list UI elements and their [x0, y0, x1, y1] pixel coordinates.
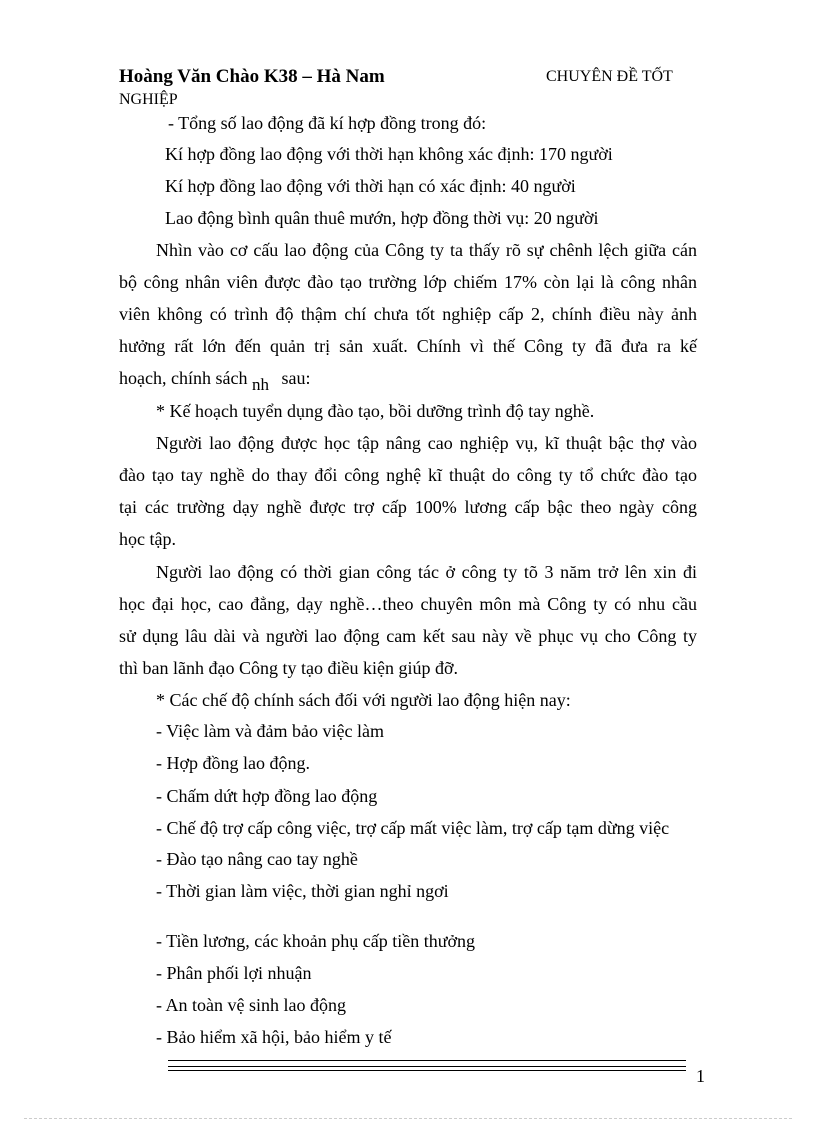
paragraph3-line1: Người lao động có thời gian công tác ở công ty tõ 3 năm trở lên xin đi	[156, 562, 697, 582]
paragraph1-line3: viên không có trình độ thậm chí chưa tốt nghiệp cấp 2, chính điều này ảnh	[119, 304, 697, 324]
paragraph2-line2: đào tạo tay nghề do thay đổi công nghệ kĩ thuật do công ty tổ chức đào tạo	[119, 465, 697, 485]
paragraph1-line4: hưởng rất lớn đến quản trị sản xuất. Chính vì thế Công ty đã đưa ra kế	[119, 336, 697, 356]
policy-item: - An toàn vệ sinh lao động	[156, 995, 346, 1015]
paragraph1-line2: bộ công nhân viên được đào tạo trường lớp chiếm 17% còn lại là công nhân	[119, 272, 697, 292]
policy-item: - Chế độ trợ cấp công việc, trợ cấp mất việc làm, trợ cấp tạm dừng việc	[156, 818, 670, 838]
paragraph3-line2: học đại học, cao đẳng, dạy nghề…theo chuyên môn mà Công ty có nhu cầu	[119, 594, 697, 614]
header-author: Hoàng Văn Chào K38 – Hà Nam	[119, 66, 385, 87]
plan-heading: * Kế hoạch tuyển dụng đào tạo, bồi dưỡng trình độ tay nghề.	[156, 401, 595, 421]
contracts-indefinite: Kí hợp đồng lao động với thời hạn không xác định: 170 người	[165, 144, 613, 164]
page-number: 1	[696, 1066, 705, 1086]
policy-item: - Tiền lương, các khoản phụ cấp tiền thưởng	[156, 931, 475, 951]
paragraph2-line3: tại các trường dạy nghề được trợ cấp 100% lương cấp bậc theo ngày công	[119, 497, 697, 517]
contracts-definite: Kí hợp đồng lao động với thời hạn có xác định: 40 người	[165, 176, 576, 196]
paragraph1-line5-end: sau:	[281, 368, 311, 388]
policy-item: - Bảo hiểm xã hội, bảo hiểm y tế	[156, 1027, 392, 1047]
policy-heading: * Các chế độ chính sách đối với người lao động hiện nay:	[156, 690, 571, 710]
policy-item: - Chấm dứt hợp đồng lao động	[156, 786, 378, 806]
paragraph1-line5	[119, 367, 311, 394]
policy-item: - Đào tạo nâng cao tay nghề	[156, 849, 358, 869]
paragraph3-line4: thì ban lãnh đạo Công ty tạo điều kiện giúp đỡ.	[119, 658, 458, 678]
footer-double-rule	[168, 1060, 686, 1067]
paragraph2-line1: Người lao động được học tập nâng cao nghiệp vụ, kĩ thuật bậc thợ vào	[156, 433, 697, 453]
header-title: CHUYÊN ĐỀ TỐT	[546, 68, 673, 85]
paragraph3-line3: sử dụng lâu dài và người lao động cam kết sau này về phục vụ cho Công ty	[119, 626, 697, 646]
policy-item: - Hợp đồng lao động.	[156, 753, 311, 773]
paragraph2-line4: học tập.	[119, 529, 176, 549]
paragraph1-line1: Nhìn vào cơ cấu lao động của Công ty ta thấy rõ sự chênh lệch giữa cán	[156, 240, 697, 260]
policy-item: - Phân phối lợi nhuận	[156, 963, 312, 983]
paragraph1-line5-fragment: nh	[251, 375, 269, 394]
header-title-continued: NGHIỆP	[119, 91, 178, 108]
policy-item: - Việc làm và đảm bảo việc làm	[156, 721, 384, 741]
page-bottom-divider	[24, 1118, 792, 1119]
paragraph1-line5-start: hoạch, chính sách	[119, 368, 248, 388]
footer-rule	[168, 1070, 686, 1071]
policy-item: - Thời gian làm việc, thời gian nghỉ ngơi	[156, 881, 449, 901]
contracts-seasonal: Lao động bình quân thuê mướn, hợp đồng thời vụ: 20 người	[165, 208, 599, 228]
contracts-total: - Tổng số lao động đã kí hợp đồng trong đó:	[168, 113, 487, 133]
